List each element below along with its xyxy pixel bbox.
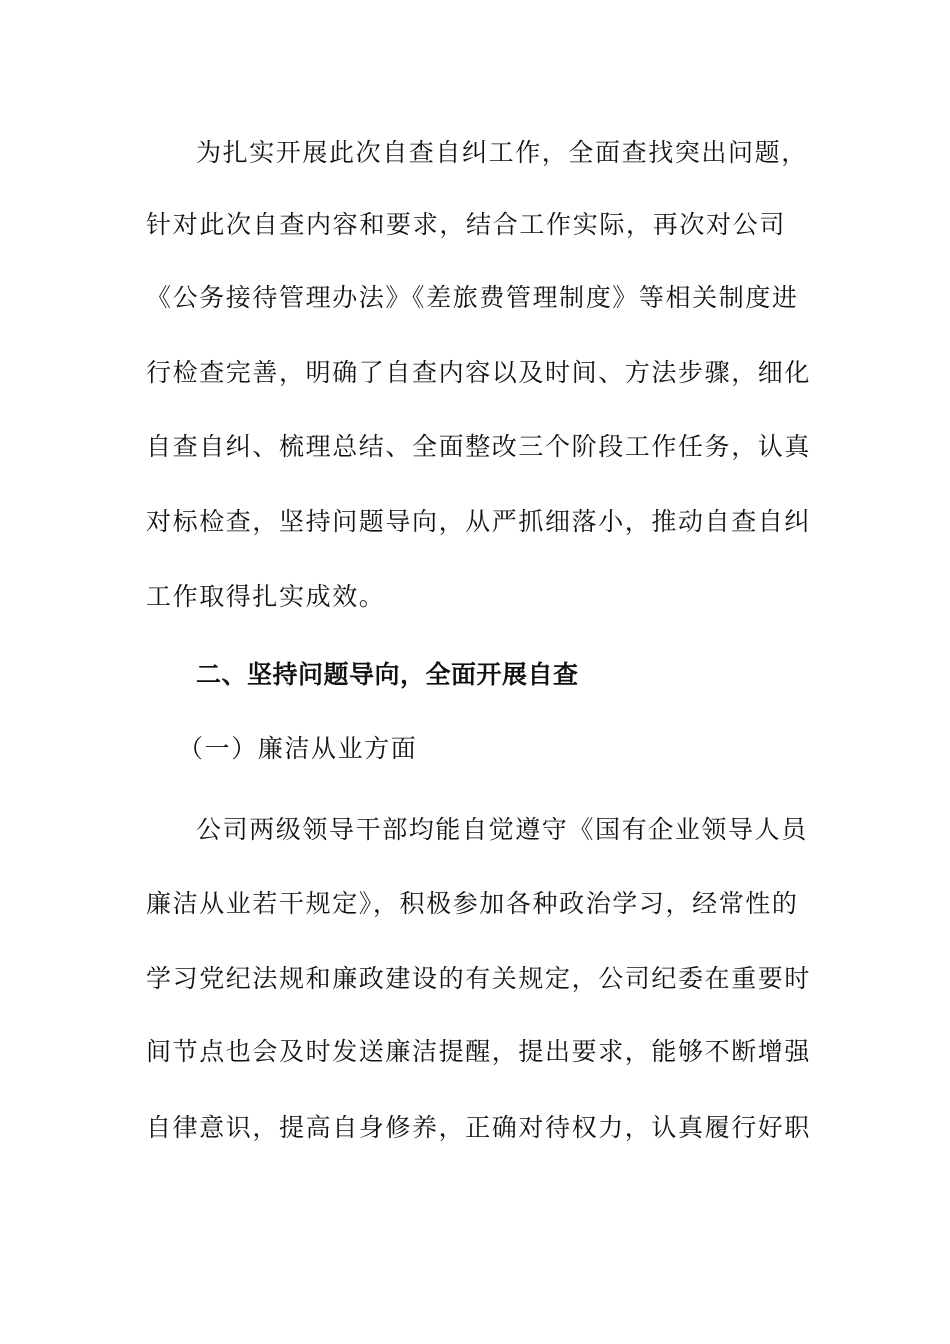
paragraph-1-line-2: 针对此次自查内容和要求，结合工作实际，再次对公司 (146, 210, 786, 239)
paragraph-1-line-7: 工作取得扎实成效。 (146, 582, 386, 611)
subsection-1-heading: （一）廉洁从业方面 (178, 734, 418, 763)
paragraph-1-line-4: 行检查完善，明确了自查内容以及时间、方法步骤，细化 (146, 358, 812, 387)
paragraph-2-line-2: 廉洁从业若干规定》，积极参加各种政治学习，经常性的 (146, 889, 799, 918)
paragraph-1-line-6: 对标检查，坚持问题导向，从严抓细落小，推动自查自纠 (146, 507, 812, 536)
paragraph-2-line-1: 公司两级领导干部均能自觉遵守《国有企业领导人员 (196, 815, 808, 844)
paragraph-1-line-1: 为扎实开展此次自查自纠工作，全面查找突出问题， (196, 138, 808, 167)
paragraph-2-line-4: 间节点也会及时发送廉洁提醒，提出要求，能够不断增强 (146, 1037, 812, 1066)
paragraph-1-line-5: 自查自纠、梳理总结、全面整改三个阶段工作任务，认真 (146, 432, 812, 461)
paragraph-1-line-3: 《公务接待管理办法》《差旅费管理制度》等相关制度进 (146, 283, 799, 312)
paragraph-2-line-3: 学习党纪法规和廉政建设的有关规定，公司纪委在重要时 (146, 964, 812, 993)
section-2-heading: 二、坚持问题导向，全面开展自查 (196, 660, 579, 689)
paragraph-2-line-5: 自律意识，提高自身修养，正确对待权力，认真履行好职 (146, 1113, 812, 1142)
